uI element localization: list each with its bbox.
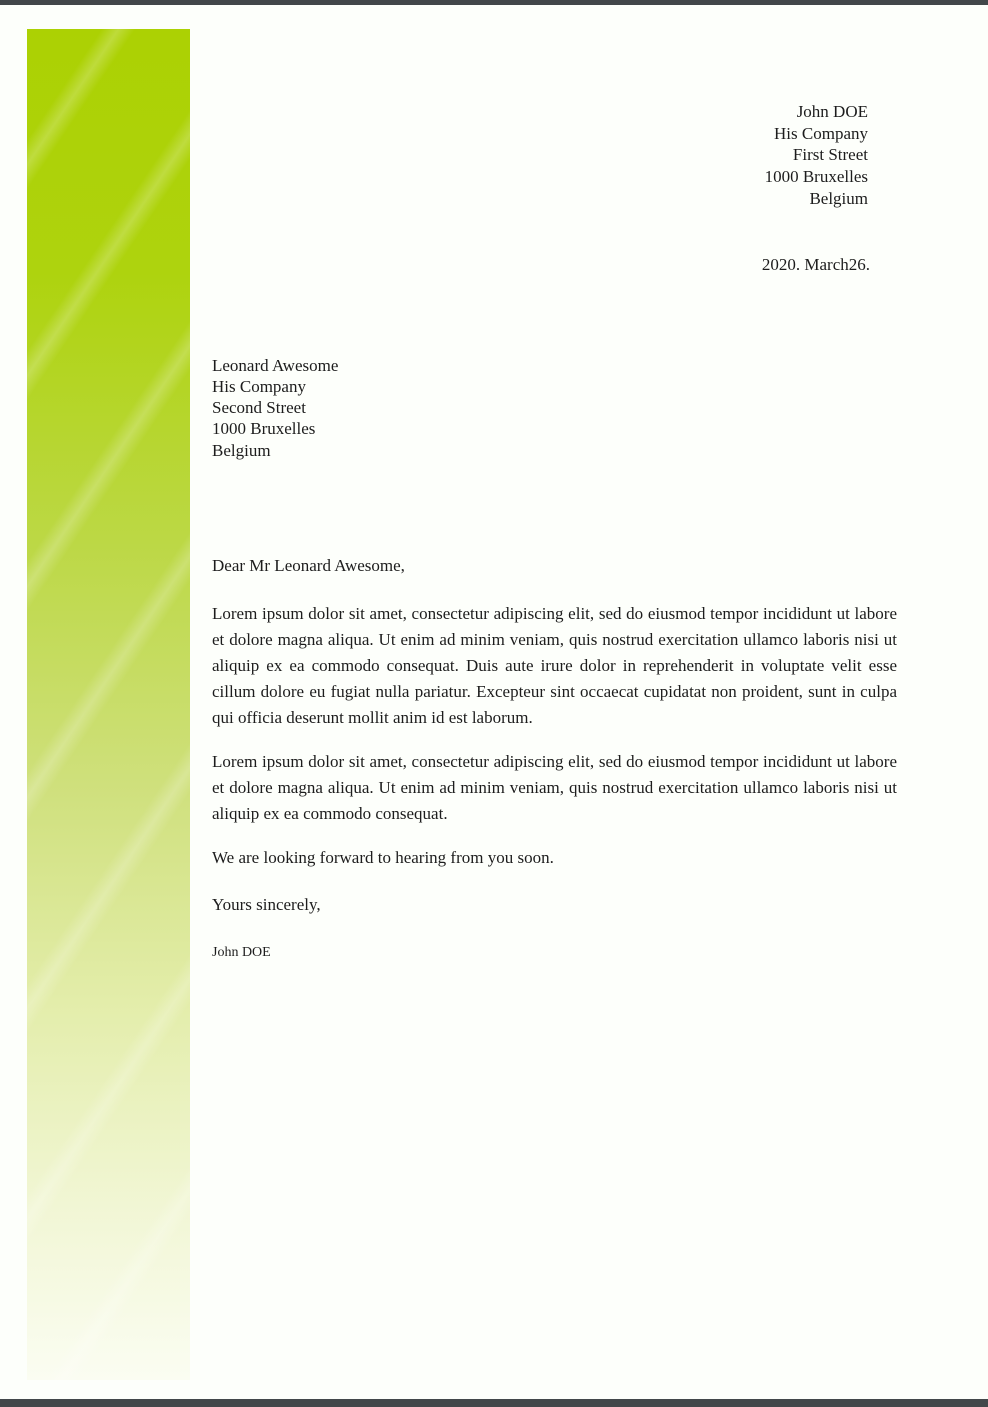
sender-address-line: 1000 Bruxelles bbox=[764, 167, 868, 187]
letter-content bbox=[212, 0, 897, 966]
recipient-address-line: Second Street bbox=[212, 398, 306, 418]
recipient-address-line: 1000 Bruxelles bbox=[212, 419, 316, 439]
sign-off: Yours sincerely, bbox=[212, 895, 321, 914]
recipient-address-line: Belgium bbox=[212, 440, 271, 460]
date-line: 2020. March26. bbox=[761, 254, 870, 274]
recipient-address-line: His Company bbox=[212, 376, 306, 396]
window-edge-bottom bbox=[0, 1399, 988, 1407]
sender-address-block bbox=[212, 101, 897, 210]
recipient-address-line: Leonard Awesome bbox=[212, 355, 339, 375]
salutation: Dear Mr Leonard Awesome, bbox=[212, 556, 405, 575]
accent-stripe bbox=[27, 29, 190, 1380]
body-paragraph-2: Lorem ipsum dolor sit amet, consectetur adipiscing elit, sed do eiusmod tempor incididunt ut labore et dolore magna aliqua. Ut enim ad minim veniam, quis nostrud exercitation ullamco laboris nisi ut aliquip ex ea commodo consequat. bbox=[212, 752, 897, 823]
recipient-address-block bbox=[212, 355, 897, 461]
sender-address-line: Belgium bbox=[809, 188, 868, 208]
sender-address-line: John DOE bbox=[796, 102, 868, 121]
sender-address-line: First Street bbox=[792, 145, 868, 165]
signature-name: John DOE bbox=[212, 945, 271, 960]
closing-line: We are looking forward to hearing from you soon. bbox=[212, 848, 554, 867]
body-paragraph-1: Lorem ipsum dolor sit amet, consectetur adipiscing elit, sed do eiusmod tempor incididunt ut labore et dolore magna aliqua. Ut enim ad minim veniam, quis nostrud exercitation ullamco laboris nisi ut aliquip ex ea commodo consequat. Duis aute irure dolor in reprehenderit in voluptate velit esse cillum dolore eu fugiat nulla pariatur. Excepteur sint occaecat cupidatat non proident, sunt in culpa qui officia deserunt mollit anim id est laborum. bbox=[212, 604, 897, 727]
sender-address-line: His Company bbox=[774, 123, 868, 143]
